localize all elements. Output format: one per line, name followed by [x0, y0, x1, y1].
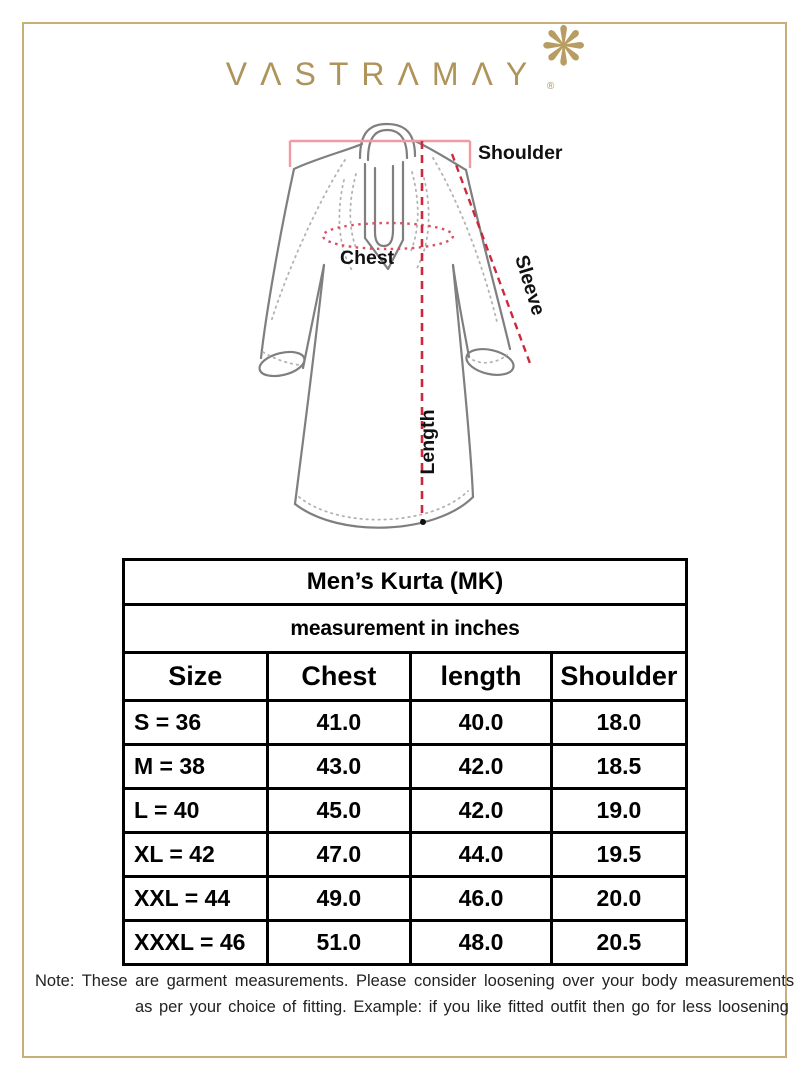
table-subtitle-row: [124, 605, 687, 653]
placket-inner: [375, 166, 393, 246]
length-cell: 42.0: [411, 745, 552, 789]
column-header-length: length: [411, 653, 552, 701]
table-row: [124, 833, 687, 877]
shoulder-cell: 20.5: [551, 921, 686, 965]
length-cell: 48.0: [411, 921, 552, 965]
chest-cell: 43.0: [267, 745, 411, 789]
chest-label: Chest: [340, 247, 395, 269]
shoulder-measure-line: [290, 141, 470, 168]
registered-trademark-symbol: ®: [546, 81, 555, 92]
right-body-side: [453, 265, 473, 497]
chest-cell: 47.0: [267, 833, 411, 877]
table-subtitle: measurement in inches: [124, 605, 687, 653]
table-title-row: [124, 560, 687, 605]
chest-cell: 45.0: [267, 789, 411, 833]
table-row: [124, 877, 687, 921]
measurement-lines: [290, 141, 531, 525]
shoulder-cell: 18.5: [551, 745, 686, 789]
table-row: [124, 921, 687, 965]
column-header-shoulder: Shoulder: [551, 653, 686, 701]
size-chart-table: [122, 558, 688, 966]
chest-cell: 41.0: [267, 701, 411, 745]
shoulder-label: Shoulder: [478, 142, 563, 164]
length-line-end-dot: [420, 519, 426, 525]
column-header-chest: Chest: [267, 653, 411, 701]
chest-cell: 51.0: [267, 921, 411, 965]
chest-cell: 49.0: [267, 877, 411, 921]
length-label: Length: [417, 409, 439, 475]
size-cell: XXL = 44: [124, 877, 268, 921]
table-row: [124, 789, 687, 833]
shoulder-cell: 18.0: [551, 701, 686, 745]
table-row: [124, 745, 687, 789]
length-cell: 46.0: [411, 877, 552, 921]
length-cell: 44.0: [411, 833, 552, 877]
brand-header: [0, 17, 810, 93]
table-row: [124, 701, 687, 745]
left-body-side: [295, 265, 324, 504]
kurta-measurement-diagram: [240, 118, 570, 553]
brand-logo: [225, 17, 587, 93]
left-sleeve-outer: [261, 169, 294, 358]
note-line-1: Note: These are garment measurements. Please consider loosening over your body measurements: [35, 972, 795, 990]
left-shoulder-seam: [294, 144, 362, 169]
kurta-outline: [257, 124, 516, 528]
collar-inner: [368, 130, 407, 160]
table-header-row: [124, 653, 687, 701]
size-cell: XXXL = 46: [124, 921, 268, 965]
shoulder-cell: 20.0: [551, 877, 686, 921]
measurement-note: [35, 972, 795, 1017]
right-sleeve-outer: [466, 170, 510, 349]
table-title: Men’s Kurta (MK): [124, 560, 687, 605]
shoulder-cell: 19.0: [551, 789, 686, 833]
size-cell: S = 36: [124, 701, 268, 745]
length-cell: 42.0: [411, 789, 552, 833]
size-cell: XL = 42: [124, 833, 268, 877]
sleeve-label: Sleeve: [510, 252, 550, 319]
size-cell: L = 40: [124, 789, 268, 833]
column-header-size: Size: [124, 653, 268, 701]
floral-ornament-icon: ❋: [540, 17, 587, 77]
note-line-2: as per your choice of fitting. Example: if you like fitted outfit then go for less loosening: [135, 998, 789, 1016]
length-cell: 40.0: [411, 701, 552, 745]
size-cell: M = 38: [124, 745, 268, 789]
brand-logo-text: VΛSTRΛMΛY: [225, 56, 541, 92]
hem: [295, 497, 473, 528]
shoulder-cell: 19.5: [551, 833, 686, 877]
